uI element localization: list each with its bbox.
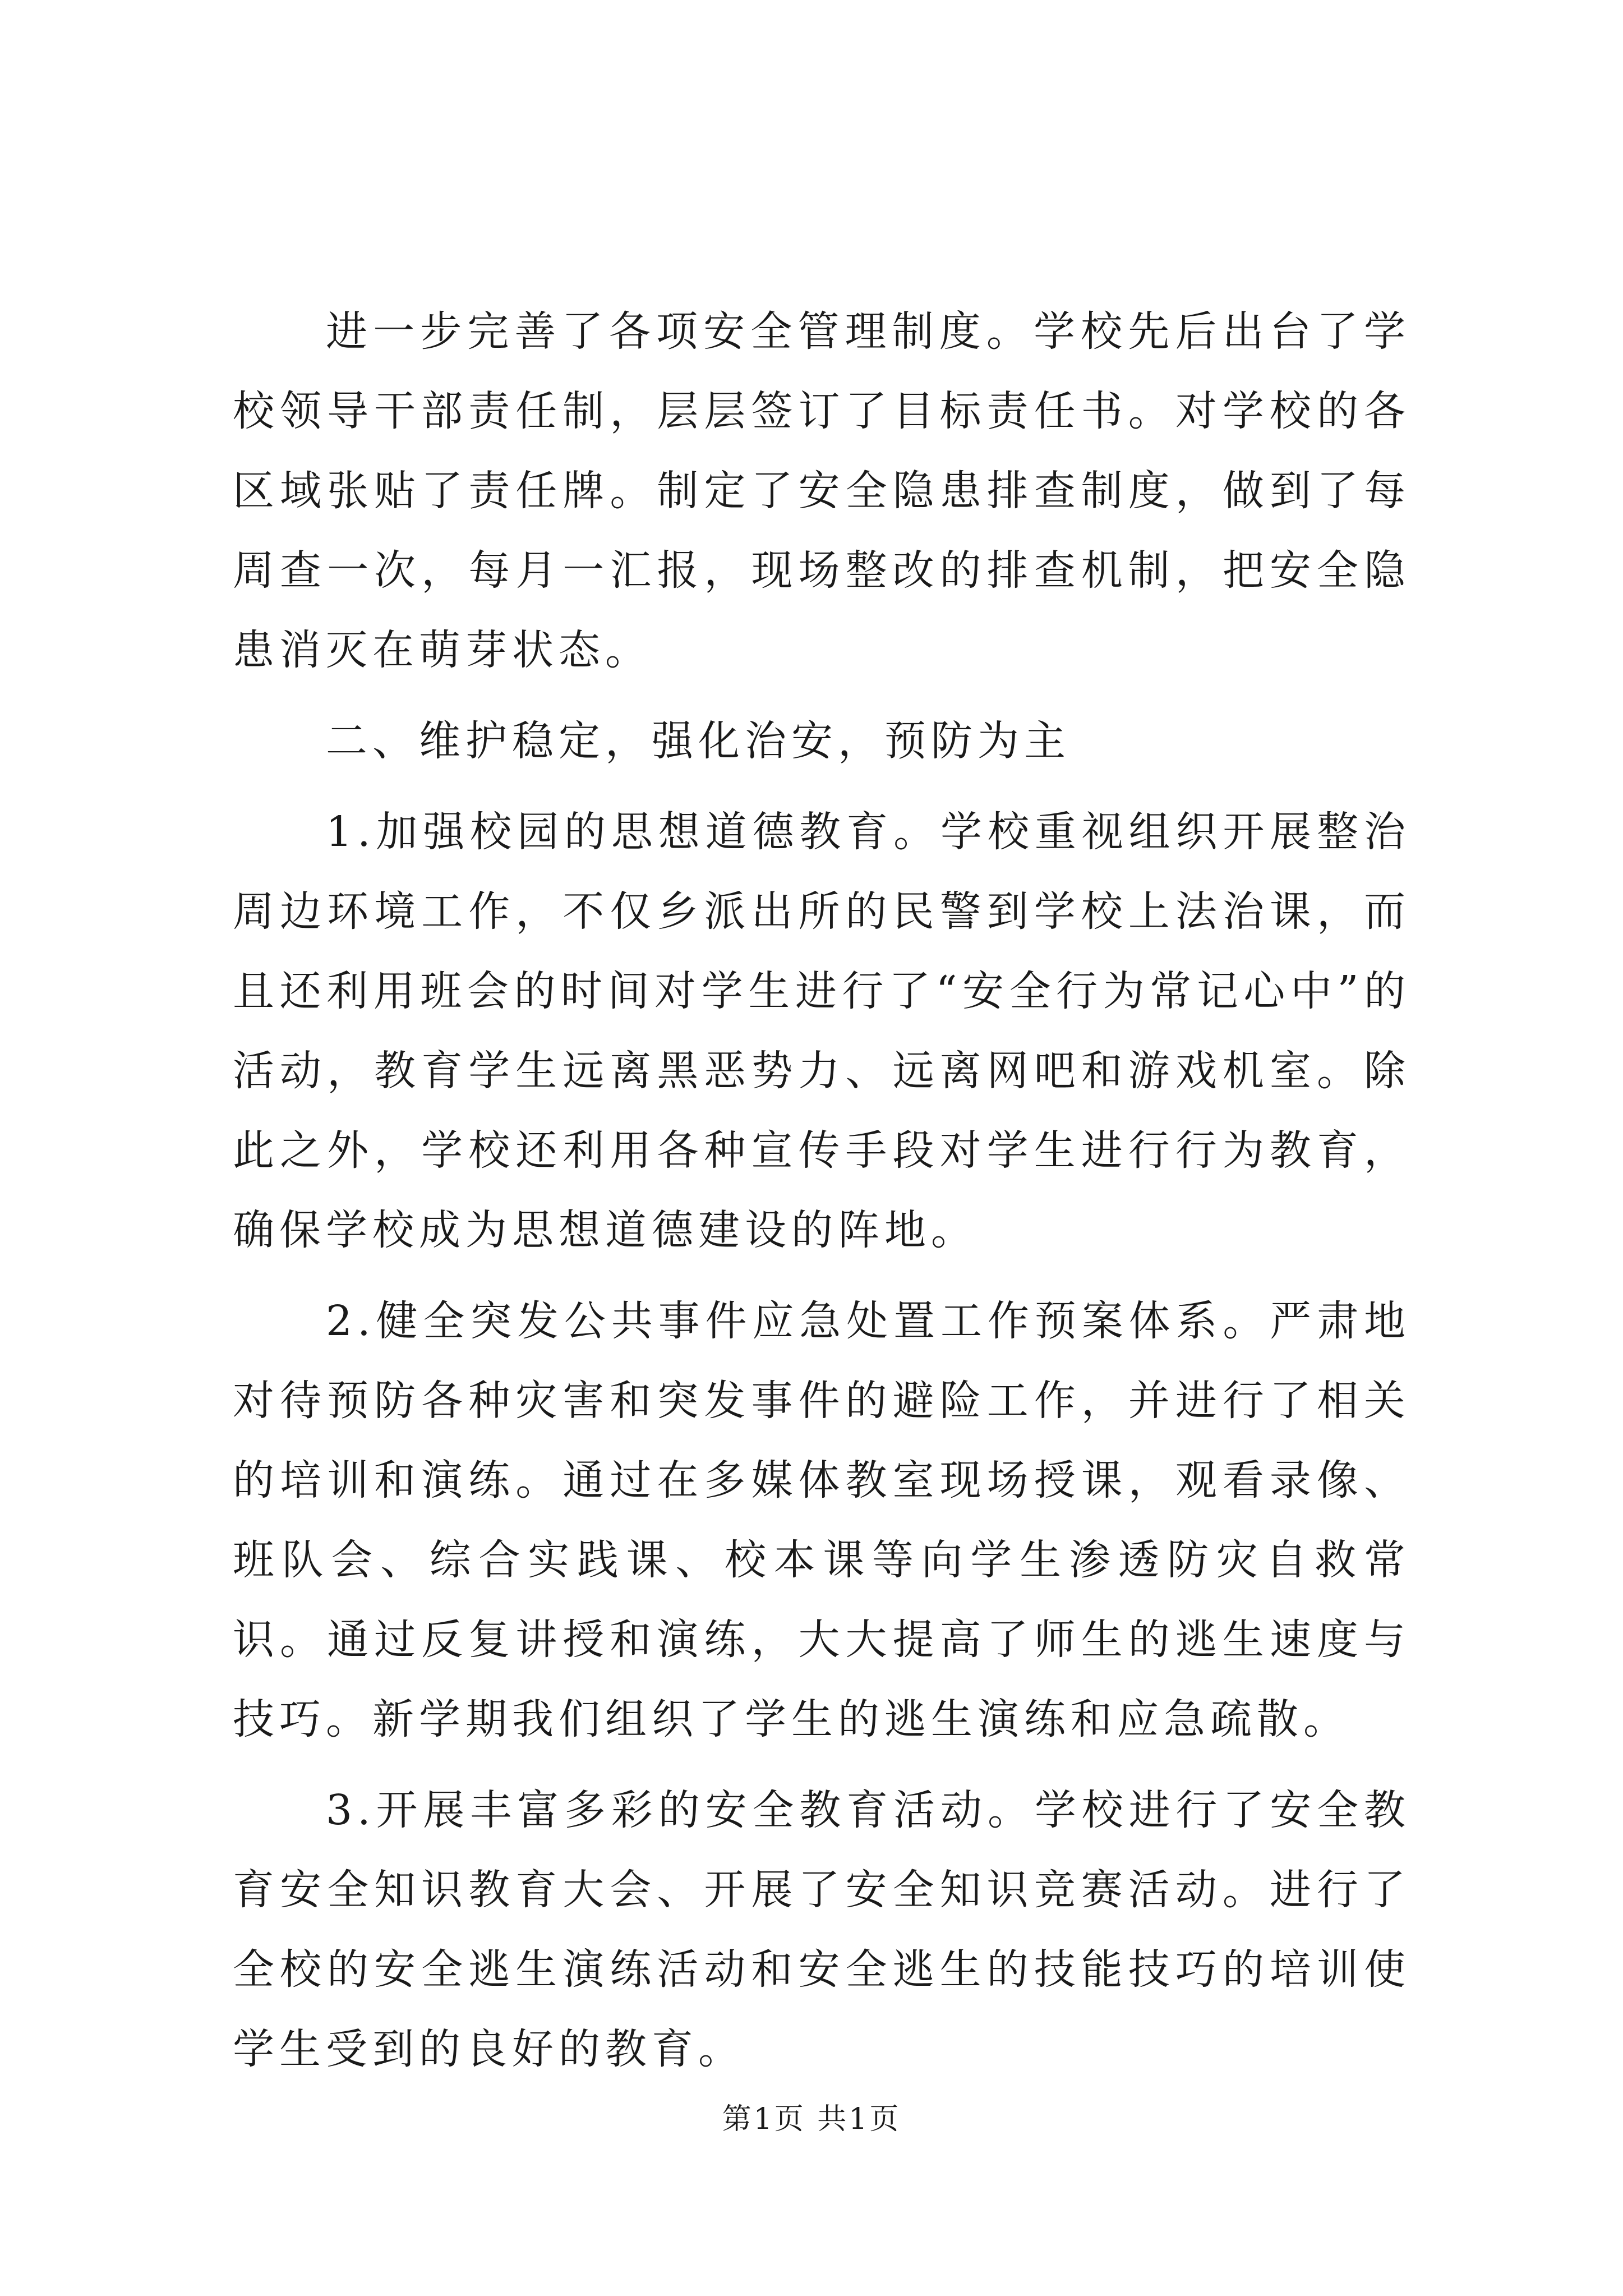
document-body (233, 292, 1410, 2089)
paragraph-emergency-plan: 2.健全突发公共事件应急处置工作预案体系。严肃地对待预防各种灾害和突发事件的避险工作，并进行了相关的培训和演练。通过在多媒体教室现场授课，观看录像、班队会、综合实践课、校本课等向学生渗透防灾自救常识。通过反复讲授和演练，大大提高了师生的逃生速度与技巧。新学期我们组织了学生的逃生演练和应急疏散。 (233, 1297, 1410, 1743)
section-heading-stability: 二、维护稳定，强化治安，预防为主 (326, 717, 1071, 765)
paragraph-moral-education: 1.加强校园的思想道德教育。学校重视组织开展整治周边环境工作，不仅乡派出所的民警到学校上法治课，而且还利用班会的时间对学生进行了“安全行为常记心中”的活动，教育学生远离黑恶势力、远离网吧和游戏机室。除此之外，学校还利用各种宣传手段对学生进行行为教育，确保学校成为思想道德建设的阵地。 (233, 808, 1410, 1254)
paragraph-management-system: 进一步完善了各项安全管理制度。学校先后出台了学校领导干部责任制，层层签订了目标责任书。对学校的各区域张贴了责任牌。制定了安全隐患排查制度，做到了每周查一次，每月一汇报，现场整改的排查机制，把安全隐患消灭在萌芽状态。 (233, 307, 1410, 674)
paragraph-safety-activities: 3.开展丰富多彩的安全教育活动。学校进行了安全教育安全知识教育大会、开展了安全知识竞赛活动。进行了全校的安全逃生演练活动和安全逃生的技能技巧的培训使学生受到的良好的教育。 (233, 1786, 1410, 2073)
page-footer: 第1页 共1页 (722, 2102, 901, 2136)
